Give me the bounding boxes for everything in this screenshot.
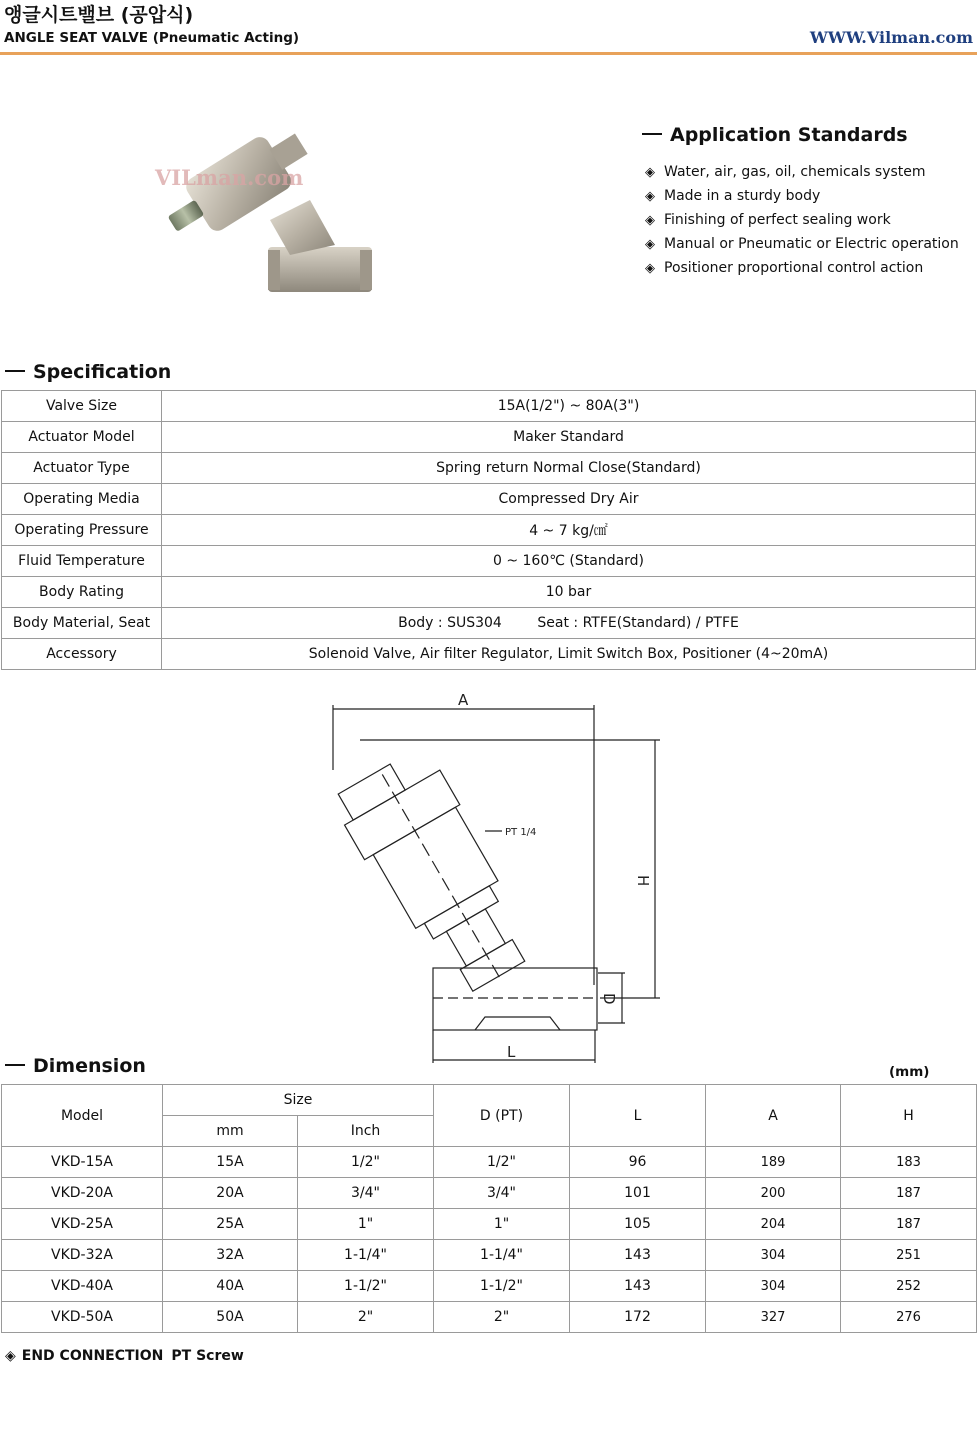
cell-d: 1-1/2": [434, 1271, 570, 1302]
dimension-table: [1, 1084, 977, 1333]
cell-h: 251: [841, 1240, 977, 1271]
spec-value: Compressed Dry Air: [162, 484, 976, 515]
application-item-text: Finishing of perfect sealing work: [664, 212, 891, 228]
table-row: [2, 1209, 977, 1240]
spec-label: Operating Pressure: [2, 515, 162, 546]
spec-label: Operating Media: [2, 484, 162, 515]
cell-model: VKD-40A: [2, 1271, 163, 1302]
drawing-label-h: H: [634, 875, 652, 887]
unit-note: (mm): [889, 1064, 930, 1080]
spec-value: Maker Standard: [162, 422, 976, 453]
spec-label: Actuator Model: [2, 422, 162, 453]
header-a: A: [706, 1085, 841, 1147]
cell-h: 252: [841, 1271, 977, 1302]
spec-label: Body Material, Seat: [2, 608, 162, 639]
spec-row: [2, 577, 976, 608]
cell-model: VKD-20A: [2, 1178, 163, 1209]
cell-d: 2": [434, 1302, 570, 1333]
cell-a: 304: [706, 1240, 841, 1271]
application-item: [645, 256, 959, 280]
cell-h: 183: [841, 1147, 977, 1178]
drawing-label-a: A: [458, 691, 469, 709]
drawing-axis: [382, 774, 502, 982]
end-connection-label: END CONNECTION: [21, 1348, 164, 1364]
spec-label: Actuator Type: [2, 453, 162, 484]
photo-port-left: [268, 250, 280, 290]
cell-mm: 32A: [163, 1240, 298, 1271]
application-item-text: Positioner proportional control action: [664, 260, 924, 276]
spec-row: [2, 546, 976, 577]
cell-a: 204: [706, 1209, 841, 1240]
cell-l: 143: [570, 1271, 706, 1302]
header-mm: mm: [163, 1116, 298, 1147]
spec-value: 0 ~ 160℃ (Standard): [162, 546, 976, 577]
application-standards-heading: [642, 124, 908, 146]
table-row: [2, 1178, 977, 1209]
dimension-heading: [5, 1055, 146, 1077]
header-inch: Inch: [298, 1116, 434, 1147]
spec-row: [2, 422, 976, 453]
spec-label: Valve Size: [2, 391, 162, 422]
specification-table: [1, 390, 976, 670]
specification-title: Specification: [33, 361, 172, 383]
cell-d: 1-1/4": [434, 1240, 570, 1271]
cell-inch: 1": [298, 1209, 434, 1240]
cell-model: VKD-32A: [2, 1240, 163, 1271]
cell-l: 172: [570, 1302, 706, 1333]
cell-inch: 2": [298, 1302, 434, 1333]
cell-inch: 1-1/2": [298, 1271, 434, 1302]
header-model: Model: [2, 1085, 163, 1147]
table-row: [2, 1302, 977, 1333]
spec-row: [2, 391, 976, 422]
drawing-valve-body: [433, 968, 597, 1030]
cell-mm: 20A: [163, 1178, 298, 1209]
valve-photo: [150, 95, 380, 305]
spec-label: Accessory: [2, 639, 162, 670]
page-title-korean: 앵글시트밸브 (공압식): [4, 4, 194, 26]
spec-label: Body Rating: [2, 577, 162, 608]
spec-value: Solenoid Valve, Air filter Regulator, Limit Switch Box, Positioner (4~20mA): [162, 639, 976, 670]
cell-h: 187: [841, 1209, 977, 1240]
cell-a: 304: [706, 1271, 841, 1302]
cell-a: 189: [706, 1147, 841, 1178]
photo-valve-body: [268, 247, 372, 292]
page-title-english: ANGLE SEAT VALVE (Pneumatic Acting): [4, 30, 300, 46]
diamond-bullet-icon: ◈: [645, 237, 655, 252]
cell-mm: 15A: [163, 1147, 298, 1178]
cell-h: 187: [841, 1178, 977, 1209]
photo-watermark: VILman.com: [155, 165, 304, 190]
cell-model: VKD-15A: [2, 1147, 163, 1178]
header-divider: [0, 52, 977, 55]
table-row: [2, 1240, 977, 1271]
dimension-title: Dimension: [33, 1055, 146, 1077]
diamond-bullet-icon: ◈: [645, 213, 655, 228]
cell-model: VKD-25A: [2, 1209, 163, 1240]
header-h: H: [841, 1085, 977, 1147]
spec-row: [2, 639, 976, 670]
spec-row: [2, 453, 976, 484]
spec-label: Fluid Temperature: [2, 546, 162, 577]
drawing-cap: [338, 764, 405, 820]
dimension-drawing: [320, 685, 670, 1070]
header-d: D (PT): [434, 1085, 570, 1147]
application-standards-title: Application Standards: [670, 124, 908, 146]
photo-port-right: [360, 250, 372, 290]
drawing-seat: [475, 1017, 560, 1030]
photo-bonnet: [270, 200, 335, 255]
cell-d: 3/4": [434, 1178, 570, 1209]
cell-a: 200: [706, 1178, 841, 1209]
heading-dash-icon: [5, 1064, 25, 1066]
specification-heading: [5, 361, 171, 383]
application-item: [645, 160, 959, 184]
end-connection-note: [5, 1348, 244, 1364]
cell-d: 1": [434, 1209, 570, 1240]
cell-model: VKD-50A: [2, 1302, 163, 1333]
diamond-bullet-icon: ◈: [645, 165, 655, 180]
cell-inch: 1-1/4": [298, 1240, 434, 1271]
application-item: [645, 208, 959, 232]
cell-l: 101: [570, 1178, 706, 1209]
heading-dash-icon: [5, 370, 25, 372]
cell-l: 96: [570, 1147, 706, 1178]
spec-value: 15A(1/2") ~ 80A(3"): [162, 391, 976, 422]
application-item: [645, 232, 959, 256]
drawing-label-d: D: [600, 993, 618, 1005]
spec-row: [2, 608, 976, 639]
diamond-bullet-icon: ◈: [645, 189, 655, 204]
heading-dash-icon: [642, 133, 662, 135]
drawing-label-l: L: [507, 1043, 516, 1061]
table-row: [2, 1271, 977, 1302]
cell-mm: 40A: [163, 1271, 298, 1302]
cell-l: 143: [570, 1240, 706, 1271]
drawing-label-port: PT 1/4: [505, 827, 537, 838]
diamond-bullet-icon: ◈: [645, 261, 655, 276]
cell-l: 105: [570, 1209, 706, 1240]
end-connection-value: PT Screw: [171, 1348, 244, 1364]
table-row: [2, 1147, 977, 1178]
cell-inch: 3/4": [298, 1178, 434, 1209]
diamond-bullet-icon: ◈: [5, 1348, 16, 1364]
cell-a: 327: [706, 1302, 841, 1333]
cell-mm: 25A: [163, 1209, 298, 1240]
application-item-text: Made in a sturdy body: [664, 188, 821, 204]
spec-value: 4 ~ 7 kg/㎠: [162, 515, 976, 546]
application-item-text: Water, air, gas, oil, chemicals system: [664, 164, 926, 180]
cell-d: 1/2": [434, 1147, 570, 1178]
application-item-text: Manual or Pneumatic or Electric operation: [664, 236, 959, 252]
header-l: L: [570, 1085, 706, 1147]
spec-value: Body : SUS304 Seat : RTFE(Standard) / PTFE: [162, 608, 976, 639]
website-link[interactable]: WWW.Vilman.com: [809, 28, 973, 47]
cell-inch: 1/2": [298, 1147, 434, 1178]
spec-value: Spring return Normal Close(Standard): [162, 453, 976, 484]
cell-h: 276: [841, 1302, 977, 1333]
spec-value: 10 bar: [162, 577, 976, 608]
spec-row: [2, 484, 976, 515]
spec-row: [2, 515, 976, 546]
application-item: [645, 184, 959, 208]
cell-mm: 50A: [163, 1302, 298, 1333]
header-size: Size: [163, 1085, 434, 1116]
table-header-row: [2, 1085, 977, 1116]
application-list: [645, 160, 959, 280]
